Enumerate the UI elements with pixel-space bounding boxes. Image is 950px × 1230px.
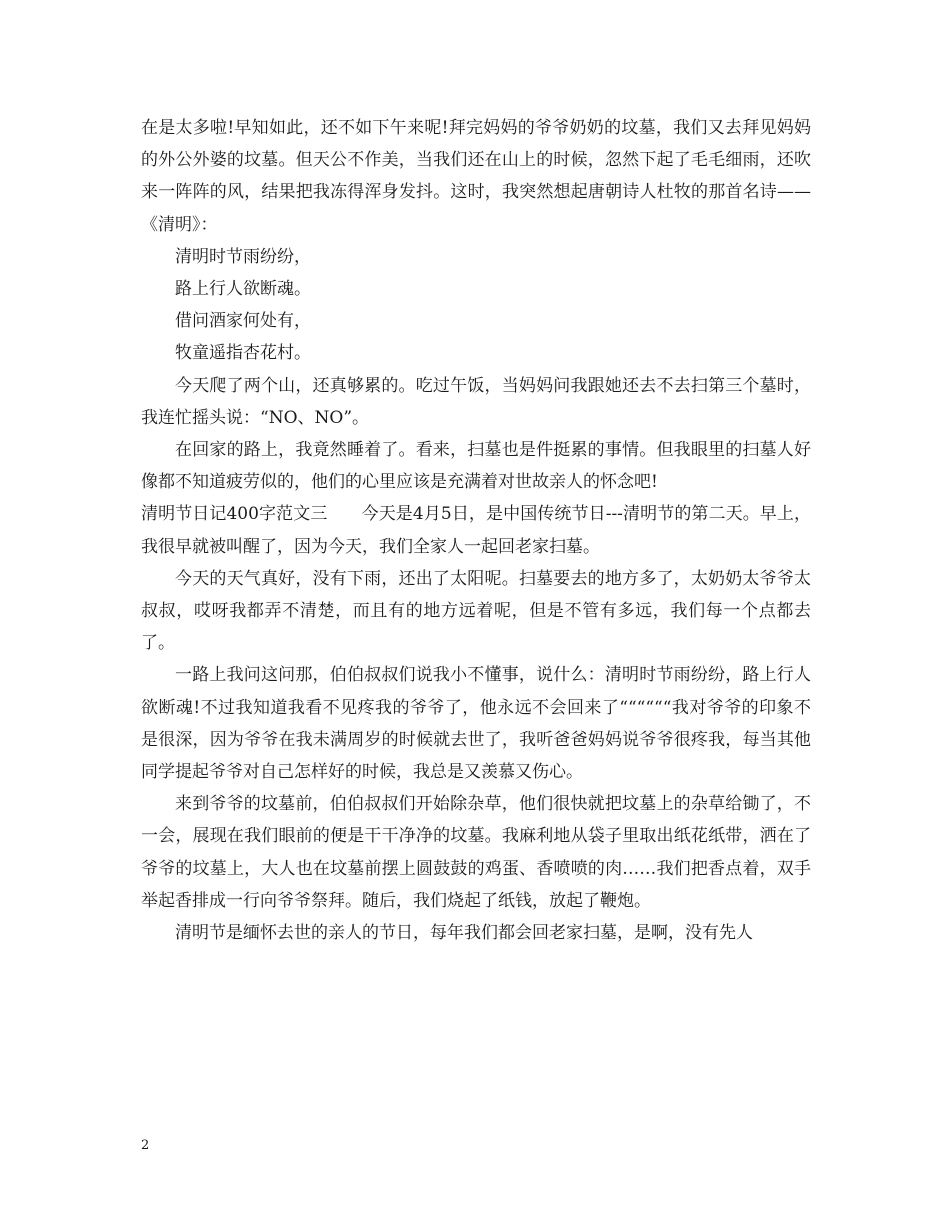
paragraph: 清明节是缅怀去世的亲人的节日，每年我们都会回老家扫墓，是啊，没有先人 <box>175 923 753 944</box>
poem <box>141 241 811 370</box>
paragraph: 来到爷爷的坟墓前，伯伯叔叔们开始除杂草，他们很快就把坟墓上的杂草给锄了，不一会，展现在我们眼前的便是干干净净的坟墓。我麻利地从袋子里取出纸花纸带，洒在了爷爷的坟墓上，大人也在坟墓前摆上圆鼓鼓的鸡蛋、香喷喷的肉……我们把香点着，双手举起香排成一行向爷爷祭拜。随后，我们烧起了纸钱，放起了鞭炮。 <box>141 794 811 911</box>
paragraph: 在回家的路上，我竟然睡着了。看来，扫墓也是件挺累的事情。但我眼里的扫墓人好像都不知道疲劳似的，他们的心里应该是充满着对世故亲人的怀念吧! <box>141 440 811 493</box>
paragraph: 一路上我问这问那，伯伯叔叔们说我小不懂事，说什么：清明时节雨纷纷，路上行人欲断魂!不过我知道我看不见疼我的爷爷了，他永远不会回来了““““““我对爷爷的印象不是很深，因为爷爷在我未满周岁的时候就去世了，我听爸爸妈妈说爷爷很疼我，每当其他同学提起爷爷对自己怎样好的时候，我总是又羡慕又伤心。 <box>141 665 811 783</box>
poem-line: 借问酒家何处有， <box>175 311 311 332</box>
paragraph: 今天的天气真好，没有下雨，还出了太阳呢。扫墓要去的地方多了，太奶奶太爷爷太叔叔，哎呀我都弄不清楚，而且有的地方远着呢，但是不管有多远，我们每一个点都去了。 <box>141 568 811 654</box>
paragraph-intro: 在是太多啦!早知如此，还不如下午来呢!拜完妈妈的爷爷奶奶的坟墓，我们又去拜见妈妈的外公外婆的坟墓。但天公不作美，当我们还在山上的时候，忽然下起了毛毛细雨，还吹来一阵阵的风，结果把我冻得浑身发抖。这时，我突然想起唐朝诗人杜牧的那首名诗——《清明》： <box>141 118 811 235</box>
poem-line: 路上行人欲断魂。 <box>175 279 311 300</box>
section-heading: 清明节日记400字范文三 今天是4月5日，是中国传统节日---清明节的第二天。早上，我很早就被叫醒了，因为今天，我们全家人一起回老家扫墓。 <box>141 504 811 557</box>
poem-line: 牧童遥指杏花村。 <box>175 343 311 364</box>
body-text <box>141 112 811 949</box>
page-number: 2 <box>141 1138 150 1153</box>
paragraph: 今天爬了两个山，还真够累的。吃过午饭，当妈妈问我跟她还去不去扫第三个墓时，我连忙摇头说：“NO、NO”。 <box>141 375 811 428</box>
poem-line: 清明时节雨纷纷， <box>175 246 311 267</box>
